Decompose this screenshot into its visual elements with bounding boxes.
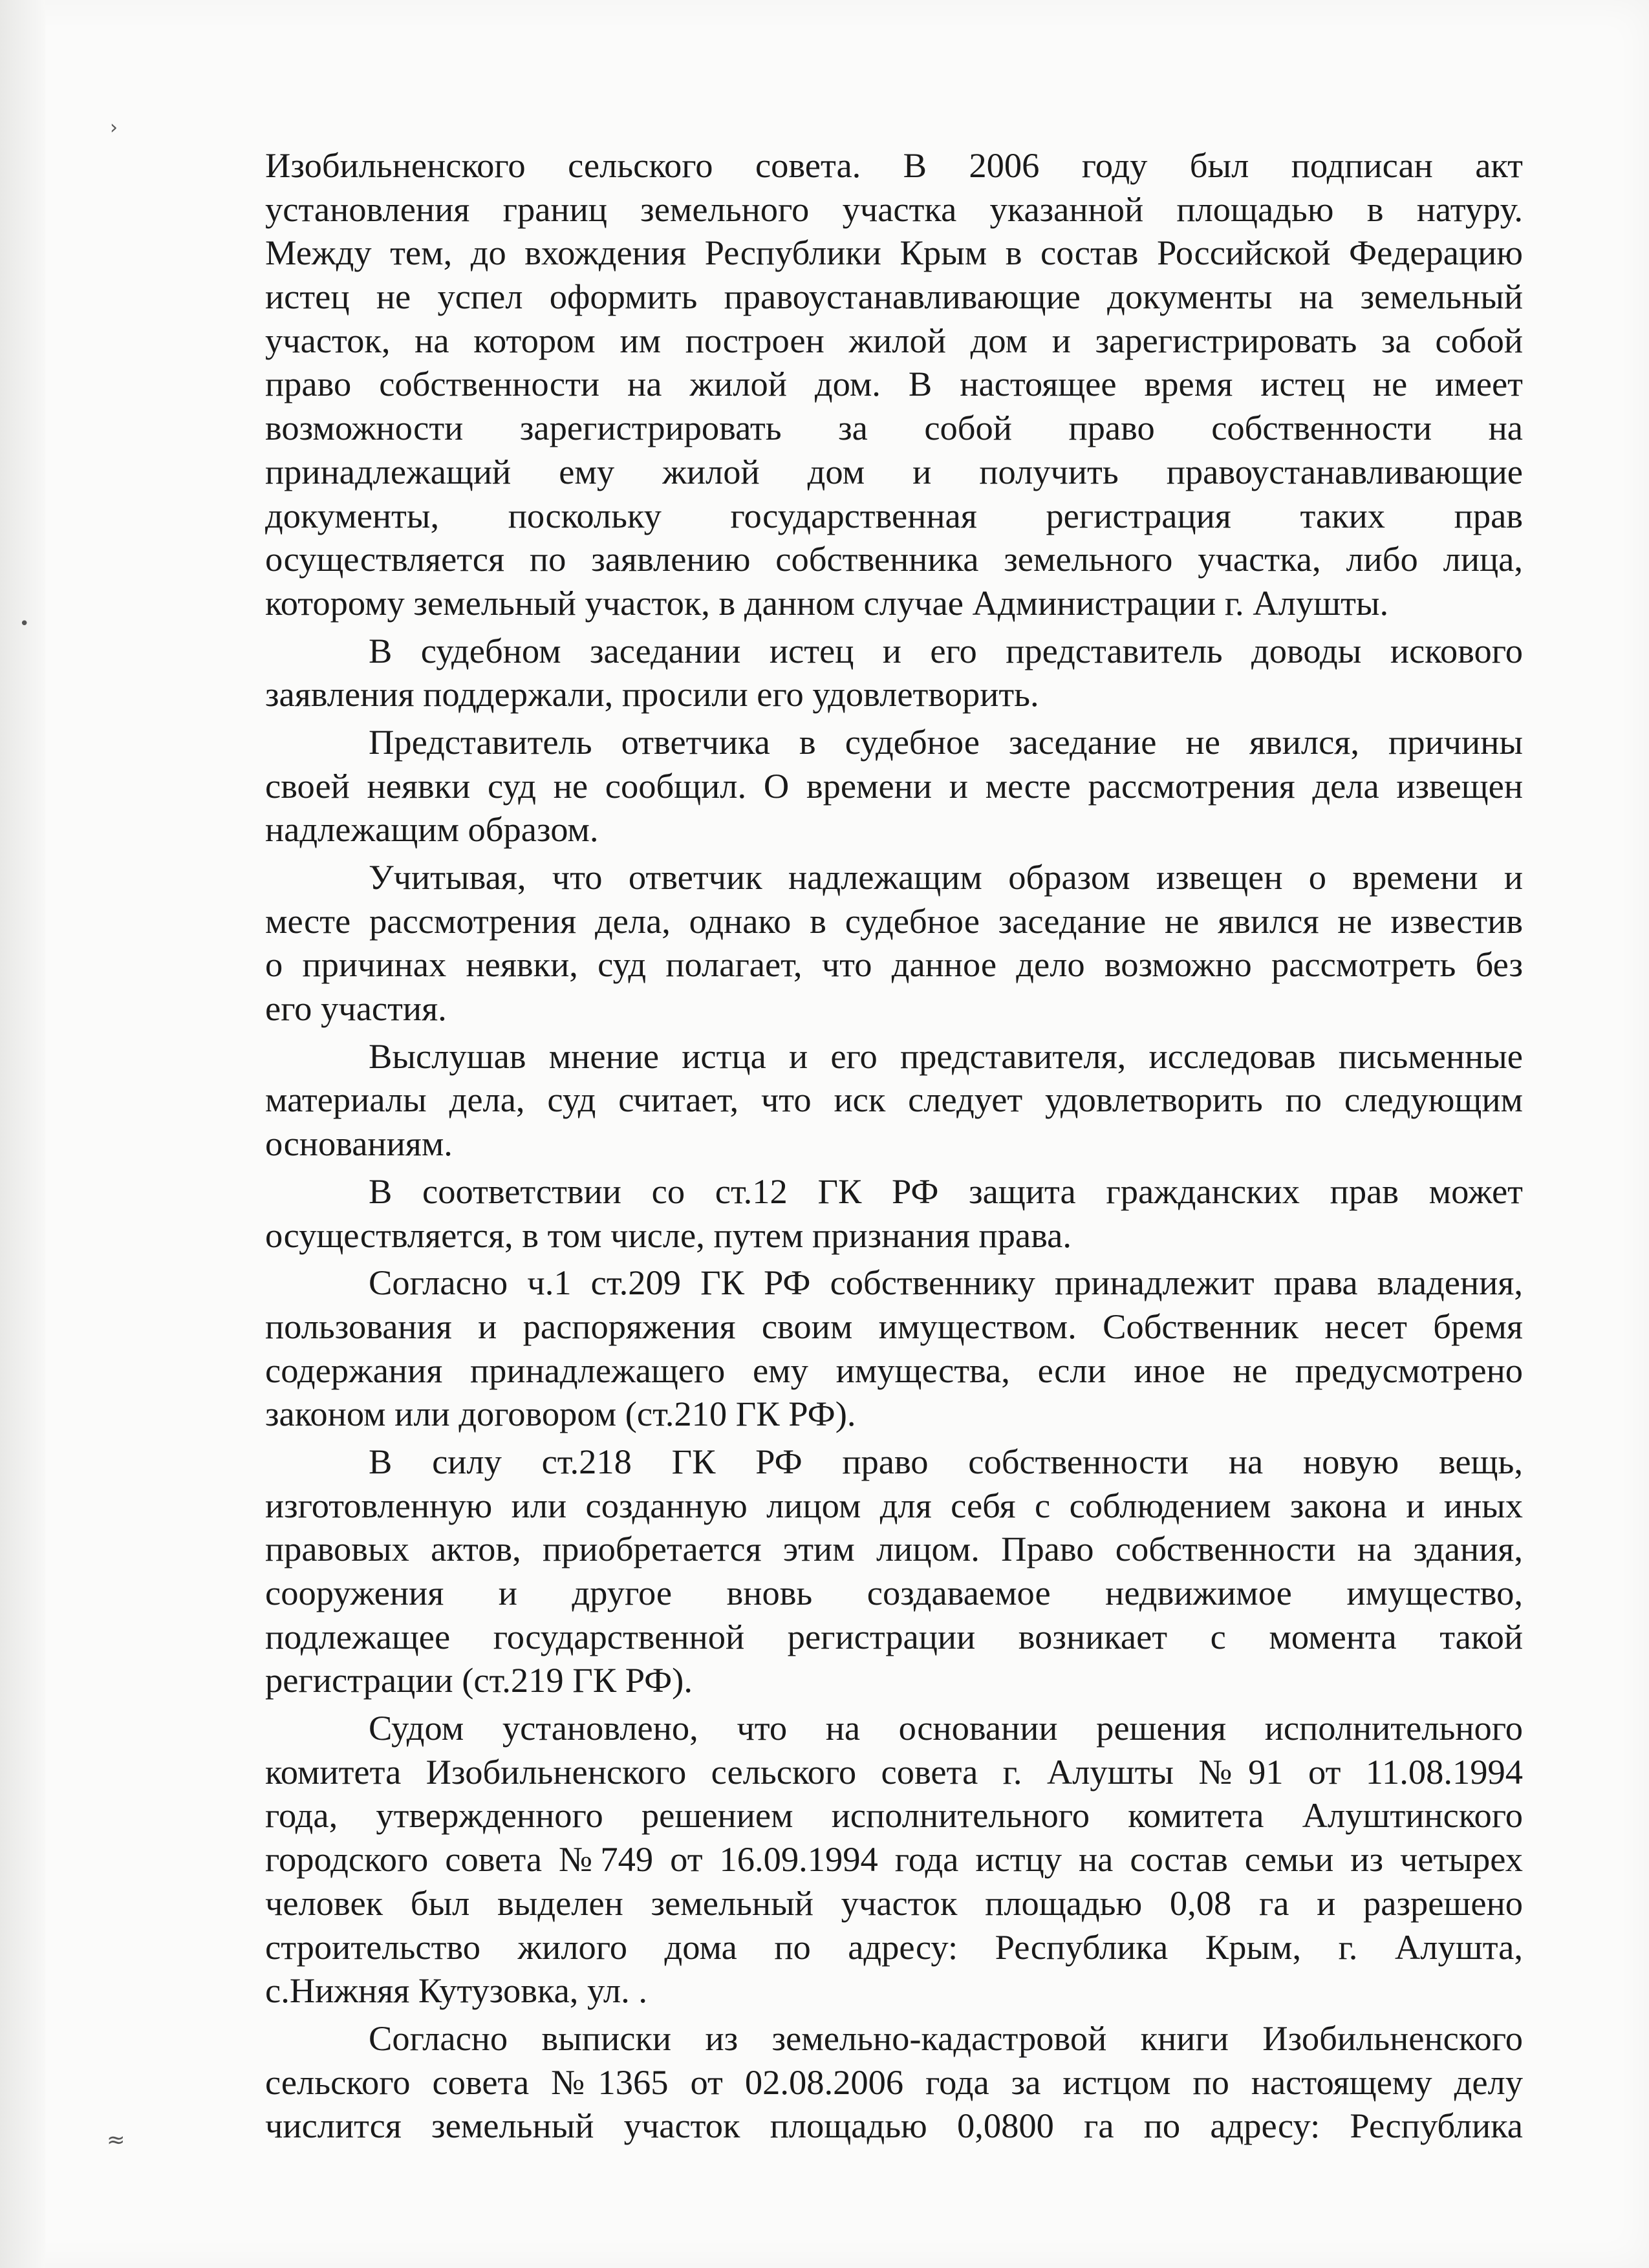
text-line: числится земельный участок площадью 0,0800 га по адресу: Республика xyxy=(265,2106,1523,2146)
text-line: Согласно ч.1 ст.209 ГК РФ собственнику принадлежит права владения, xyxy=(369,1263,1523,1303)
text-line: документы, поскольку государственная регистрация таких прав xyxy=(265,495,1523,535)
text-line: принадлежащий ему жилой дом и получить правоустанавливающие xyxy=(265,451,1523,491)
text-line: заявления поддержали, просили его удовлетворить. xyxy=(265,674,1039,714)
paragraph xyxy=(265,855,1523,1031)
text-line: строительство жилого дома по адресу: Республика Крым, г. Алушта, xyxy=(265,1927,1523,1967)
text-line: человек был выделен земельный участок площадью 0,08 га и разрешено xyxy=(265,1883,1523,1923)
text-line: с.Нижняя Кутузовка, ул. . xyxy=(265,1971,647,2011)
text-line: Между тем, до вхождения Республики Крым в состав Российской Федерацию xyxy=(265,233,1523,273)
text-line: осуществляется, в том числе, путем признания права. xyxy=(265,1215,1072,1255)
text-line: о причинах неявки, суд полагает, что данное дело возможно рассмотреть без xyxy=(265,945,1523,985)
text-line: правовых актов, приобретается этим лицом. Право собственности на здания, xyxy=(265,1529,1523,1569)
text-line: месте рассмотрения дела, однако в судебное заседание не явился не известив xyxy=(265,901,1523,941)
text-line: возможности зарегистрировать за собой право собственности на xyxy=(265,408,1523,448)
text-line: изготовленную или созданную лицом для себя с соблюдением закона и иных xyxy=(265,1485,1523,1525)
paragraph xyxy=(265,1706,1523,2013)
scan-left-edge xyxy=(0,0,45,2268)
paragraph xyxy=(265,1261,1523,1436)
paragraph xyxy=(265,1440,1523,1702)
paragraph xyxy=(265,2017,1523,2148)
scan-speck: › xyxy=(110,116,118,139)
paragraph xyxy=(265,629,1523,716)
text-line: истец не успел оформить правоустанавливающие документы на земельный xyxy=(265,277,1523,317)
text-line: Судом установлено, что на основании решения исполнительного xyxy=(369,1708,1523,1748)
text-line: года, утвержденного решением исполнительного комитета Алуштинского xyxy=(265,1795,1523,1835)
text-line: пользования и распоряжения своим имуществом. Собственник несет бремя xyxy=(265,1306,1523,1346)
text-line: комитета Изобильненского сельского совета г. Алушты №91 от 11.08.1994 xyxy=(265,1751,1523,1792)
text-line: содержания принадлежащего ему имущества, если иное не предусмотрено xyxy=(265,1350,1523,1390)
text-line: осуществляется по заявлению собственника земельного участка, либо лица, xyxy=(265,539,1523,579)
paragraph xyxy=(265,144,1523,625)
text-line: регистрации (ст.219 ГК РФ). xyxy=(265,1660,693,1700)
text-line: Согласно выписки из земельно-кадастровой книги Изобильненского xyxy=(369,2018,1523,2058)
text-line: городского совета №749 от 16.09.1994 года истцу на состав семьи из четырех xyxy=(265,1839,1523,1879)
paragraph xyxy=(265,720,1523,851)
text-line: сельского совета №1365 от 02.08.2006 года за истцом по настоящему делу xyxy=(265,2062,1523,2102)
text-line: Изобильненского сельского совета. В 2006 году был подписан акт xyxy=(265,145,1523,185)
text-line: материалы дела, суд считает, что иск следует удовлетворить по следующим xyxy=(265,1080,1523,1120)
scan-speck: ≈ xyxy=(107,2127,125,2153)
text-line: законом или договором (ст.210 ГК РФ). xyxy=(265,1394,856,1434)
paragraph xyxy=(265,1170,1523,1257)
text-line: право собственности на жилой дом. В настоящее время истец не имеет xyxy=(265,364,1523,404)
document-body xyxy=(265,144,1523,2152)
text-line: надлежащим образом. xyxy=(265,809,599,850)
text-line: В судебном заседании истец и его представитель доводы искового xyxy=(369,630,1523,670)
paragraph xyxy=(265,1034,1523,1166)
text-line: участок, на котором им построен жилой дом и зарегистрировать за собой xyxy=(265,320,1523,360)
text-line: Представитель ответчика в судебное заседание не явился, причины xyxy=(369,722,1523,762)
text-line: установления границ земельного участка указанной площадью в натуру. xyxy=(265,189,1523,229)
text-line: которому земельный участок, в данном случае Администрации г. Алушты. xyxy=(265,583,1389,623)
text-line: сооружения и другое вновь создаваемое недвижимое имущество, xyxy=(265,1573,1523,1612)
text-line: Учитывая, что ответчик надлежащим образом извещен о времени и xyxy=(369,857,1523,897)
text-line: его участия. xyxy=(265,989,447,1029)
text-line: подлежащее государственной регистрации возникает с момента такой xyxy=(265,1616,1523,1656)
scan-speck: • xyxy=(19,614,30,634)
text-line: основаниям. xyxy=(265,1124,453,1164)
text-line: своей неявки суд не сообщил. О времени и месте рассмотрения дела извещен xyxy=(265,765,1523,806)
text-line: В соответствии со ст.12 ГК РФ защита гражданских прав может xyxy=(369,1171,1523,1211)
text-line: В силу ст.218 ГК РФ право собственности на новую вещь, xyxy=(369,1441,1523,1481)
text-line: Выслушав мнение истца и его представителя, исследовав письменные xyxy=(369,1036,1523,1076)
